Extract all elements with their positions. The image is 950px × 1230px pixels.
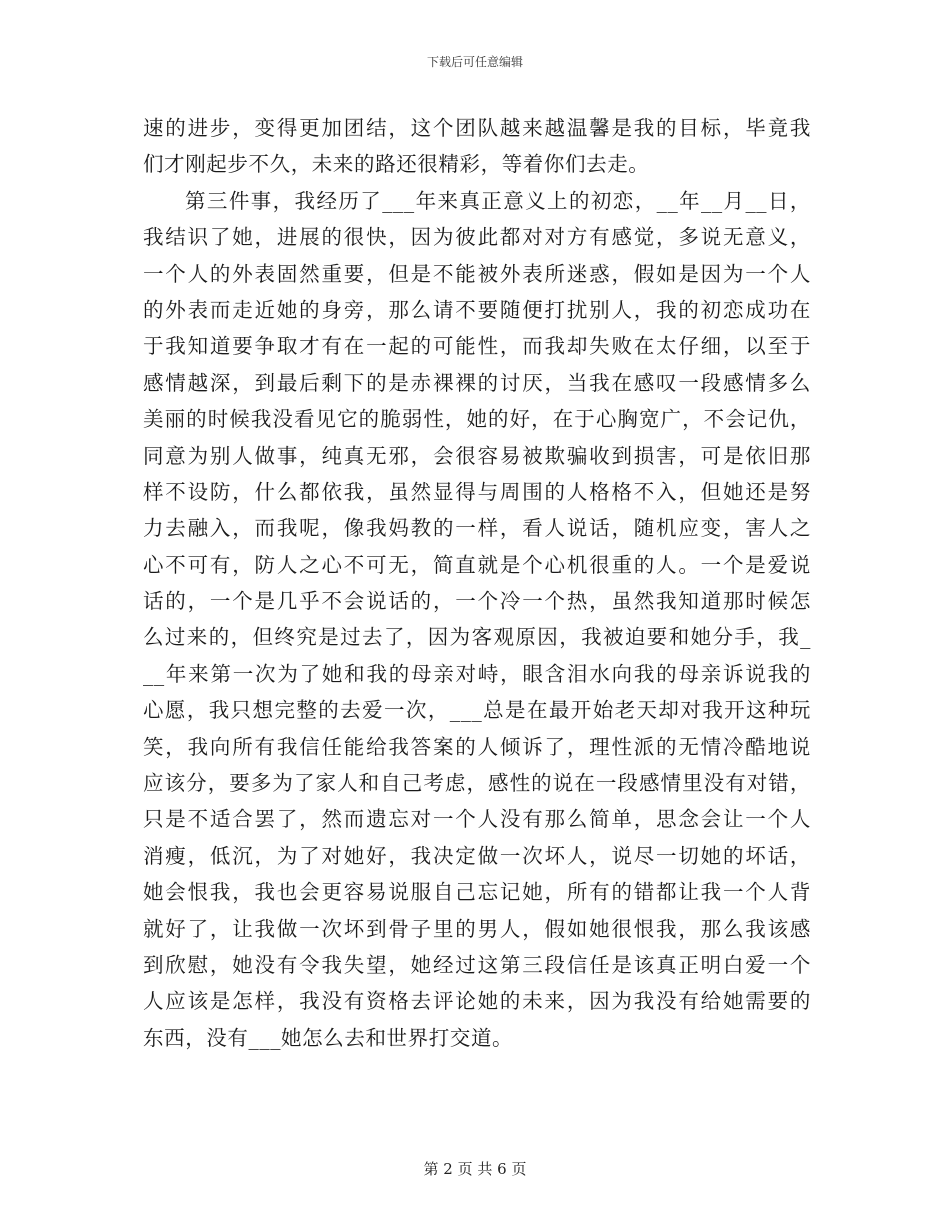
text-line-11: 样不设防，什么都依我，虽然显得与周围的人格格不入，但她还是努 <box>143 479 811 504</box>
text-line-14: 话的，一个是几乎不会说话的，一个冷一个热，虽然我知道那时候怎 <box>143 589 811 614</box>
page-header: 下载后可任意编辑 <box>426 55 523 69</box>
text-line-4: 我结识了她，进展的很快，因为彼此都对对方有感觉，多说无意义， <box>143 225 811 250</box>
text-line-22: 她会恨我，我也会更容易说服自己忘记她，所有的错都让我一个人背 <box>143 880 811 905</box>
text-line-12: 力去融入，而我呢，像我妈教的一样，看人说话，随机应变，害人之 <box>143 516 811 541</box>
text-line-8: 感情越深，到最后剩下的是赤裸裸的讨厌，当我在感叹一段感情多么 <box>143 370 811 395</box>
text-line-13: 心不可有，防人之心不可无，简直就是个心机很重的人。一个是爱说 <box>143 552 811 577</box>
text-line-15: 么过来的，但终究是过去了，因为客观原因，我被迫要和她分手，我_ <box>143 625 811 650</box>
text-line-19: 应该分，要多为了家人和自己考虑，感性的说在一段感情里没有对错， <box>143 771 811 796</box>
text-line-6: 的外表而走近她的身旁，那么请不要随便打扰别人，我的初恋成功在 <box>143 297 811 322</box>
text-line-20: 只是不适合罢了，然而遗忘对一个人没有那么简单，思念会让一个人 <box>143 807 811 832</box>
text-line-17: 心愿，我只想完整的去爱一次，___总是在最开始老天却对我开这种玩 <box>143 698 811 723</box>
text-line-21: 消瘦，低沉，为了对她好，我决定做一次坏人，说尽一切她的坏话， <box>143 843 811 868</box>
text-line-23: 就好了，让我做一次坏到骨子里的男人，假如她很恨我，那么我该感 <box>143 916 811 941</box>
text-line-16: __年来第一次为了她和我的母亲对峙，眼含泪水向我的母亲诉说我的 <box>143 661 811 686</box>
text-line-10: 同意为别人做事，纯真无邪，会很容易被欺骗收到损害，可是依旧那 <box>143 443 811 468</box>
text-line-9: 美丽的时候我没看见它的脆弱性，她的好，在于心胸宽广，不会记仇， <box>143 407 811 432</box>
text-line-26: 东西，没有___她怎么去和世界打交道。 <box>143 1025 514 1050</box>
text-line-18: 笑，我向所有我信任能给我答案的人倾诉了，理性派的无情冷酷地说 <box>143 734 811 759</box>
text-line-7: 于我知道要争取才有在一起的可能性，而我却失败在太仔细，以至于 <box>143 334 811 359</box>
text-line-1: 速的进步，变得更加团结，这个团队越来越温馨是我的目标，毕竟我 <box>143 116 811 140</box>
document-body <box>143 110 811 1056</box>
text-line-24: 到欣慰，她没有令我失望，她经过这第三段信任是该真正明白爱一个 <box>143 952 811 977</box>
page-number: 第 2 页 共 6 页 <box>423 1160 527 1178</box>
text-line-3: 第三件事，我经历了___年来真正意义上的初恋，__年__月__日， <box>185 188 811 213</box>
text-line-25: 人应该是怎样，我没有资格去评论她的未来，因为我没有给她需要的 <box>143 989 811 1014</box>
text-line-5: 一个人的外表固然重要，但是不能被外表所迷惑，假如是因为一个人 <box>143 261 811 286</box>
text-line-2: 们才刚起步不久，未来的路还很精彩，等着你们去走。 <box>143 152 650 177</box>
